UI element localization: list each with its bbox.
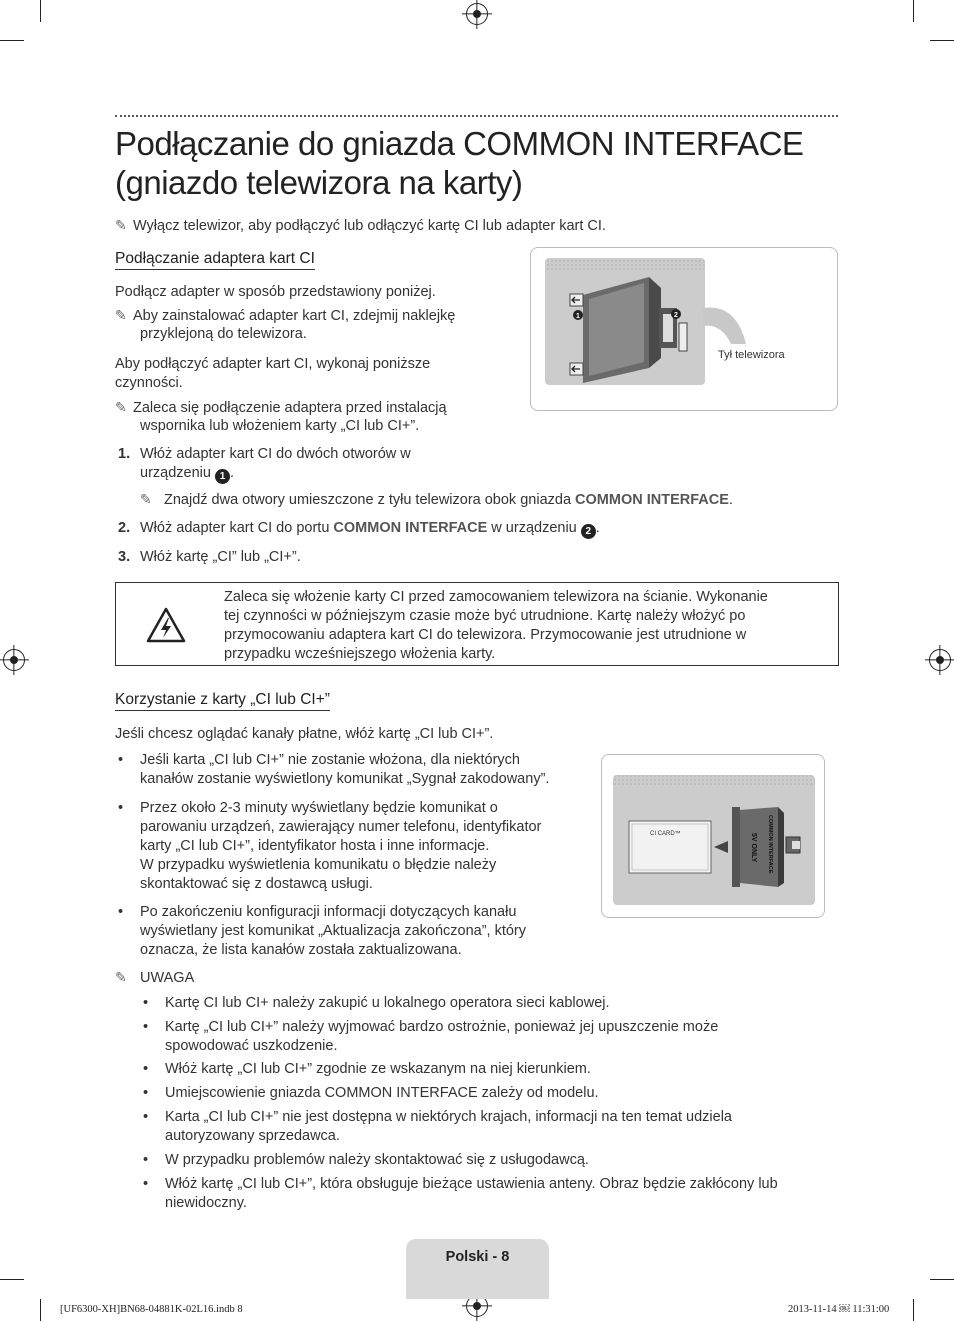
module-label: COMMON INTERFACE [767, 815, 773, 874]
step-1-note: ✎ Znajdź dwa otwory umieszczone z tyłu telewizora obok gniazda COMMON INTERFACE. [140, 491, 733, 508]
list-item: • Kartę „CI lub CI+” należy wyjmować bardzo ostrożnie, ponieważ jej upuszczenie może spowodować uszkodzenie. [165, 1018, 718, 1056]
marker-2-icon: 2 [581, 524, 596, 539]
figure-marker-2: 2 [674, 312, 678, 319]
step-3: Włóż kartę „CI” lub „CI+”. [140, 549, 301, 565]
warning-line-4: przypadku wcześniejszego włożenia karty. [224, 646, 496, 662]
section-heading-adapter: Podłączanie adaptera kart CI [115, 249, 315, 270]
crop-mark [913, 0, 914, 22]
top-note: ✎ Wyłącz telewizor, aby podłączyć lub odłączyć kartę CI lub adapter kart CI. [115, 217, 606, 234]
marker-1-icon: 1 [215, 469, 230, 484]
crop-mark [0, 40, 24, 41]
note-recommend-cont: wspornika lub włożeniem karty „CI lub CI+”. [140, 418, 420, 434]
crop-mark [0, 1279, 24, 1280]
adapter-illustration [531, 248, 839, 412]
title-line-1: Podłączanie do gniazda COMMON INTERFACE [115, 125, 804, 162]
step-number: 3. [118, 549, 131, 565]
list-item: • Po zakończeniu konfiguracji informacji dotyczących kanału wyświetlany jest komunikat „Aktualizacja zakończona”, który oznacza, że lista kanałów została zaktualizowana. [140, 903, 526, 960]
card-label: CI CARD™ [650, 831, 681, 837]
section-heading-card: Korzystanie z karty „CI lub CI+” [115, 690, 330, 711]
title-rule [115, 115, 838, 117]
figure-label-tv-back: Tył telewizora [718, 349, 785, 361]
list-item: • Umiejscowienie gniazda COMMON INTERFACE zależy od modelu. [165, 1084, 599, 1103]
crop-mark [930, 1279, 954, 1280]
registration-mark-icon [929, 649, 951, 671]
list-item: • Przez około 2-3 minuty wyświetlany będzie komunikat o parowaniu urządzeń, zawierający numer telefonu, identyfikator karty „CI lub CI+”, identyfikator hosta i inne informacje. W przypadku wyświetlenia komunikatu o błędzie należy skontaktować się z dostawcą usługi. [140, 799, 541, 894]
crop-mark [40, 0, 41, 22]
list-item: • Włóż kartę „CI lub CI+” zgodnie ze wskazanym na niej kierunkiem. [165, 1060, 591, 1079]
warning-line-1: Zaleca się włożenie karty CI przed zamocowaniem telewizora na ścianie. Wykonanie [224, 589, 768, 605]
adapter-figure [530, 247, 838, 411]
warning-line-2: tej czynności w późniejszym czasie może być utrudnione. Kartę należy włożyć po [224, 608, 746, 624]
paragraph: Podłącz adapter w sposób przedstawiony poniżej. [115, 284, 436, 300]
paragraph: Aby podłączyć adapter kart CI, wykonaj poniższe [115, 356, 431, 372]
step-number: 1. [118, 446, 131, 462]
print-slug-left: [UF6300-XH]BN68-04881K-02L16.indb 8 [60, 1304, 243, 1315]
step-1-cont: urządzeniu 1 . [140, 465, 234, 482]
warning-box [115, 582, 839, 666]
list-item: • Włóż kartę „CI lub CI+”, która obsługuje bieżące ustawienia anteny. Obraz będzie zakłócony lub niewidoczny. [165, 1175, 778, 1213]
warning-line-3: przymocowaniu adaptera kart CI do telewizora. Przymocowanie jest utrudnione w [224, 627, 747, 643]
title-line-2: (gniazdo telewizora na karty) [115, 164, 523, 201]
note-install: ✎ Aby zainstalować adapter kart CI, zdejmij naklejkę [115, 307, 456, 324]
list-item: • Karta „CI lub CI+” nie jest dostępna w niektórych krajach, informacji na ten temat udziela autoryzowany sprzedawca. [165, 1108, 732, 1146]
page-title [115, 124, 845, 202]
paragraph: Jeśli chcesz oglądać kanały płatne, włóż kartę „CI lub CI+”. [115, 726, 494, 742]
module-voltage: 5V ONLY [750, 833, 757, 863]
note-pencil-icon: ✎ [115, 399, 127, 415]
card-figure [601, 754, 825, 918]
list-item: • Jeśli karta „CI lub CI+” nie zostanie włożona, dla niektórych kanałów zostanie wyświetlony komunikat „Sygnał zakodowany”. [140, 751, 549, 789]
registration-mark-icon [466, 3, 488, 25]
list-item: • Kartę CI lub CI+ należy zakupić u lokalnego operatora sieci kablowej. [165, 994, 610, 1013]
figure-marker-1: 1 [576, 313, 580, 320]
print-slug-right: 2013-11-14 ￼ 11:31:00 [788, 1304, 890, 1315]
note-pencil-icon: ✎ [115, 969, 127, 985]
crop-mark [40, 1299, 41, 1321]
note-uwaga: ✎ UWAGA [115, 969, 195, 986]
note-pencil-icon: ✎ [115, 217, 127, 233]
crop-mark [913, 1299, 914, 1321]
note-pencil-icon: ✎ [115, 307, 127, 323]
crop-mark [930, 40, 954, 41]
page-number: Polski - 8 [445, 1249, 510, 1265]
note-install-cont: przyklejoną do telewizora. [140, 326, 307, 342]
step-2: Włóż adapter kart CI do portu COMMON INTERFACE w urządzeniu 2 . [140, 520, 600, 537]
note-pencil-icon: ✎ [140, 491, 152, 507]
registration-mark-icon [3, 649, 25, 671]
step-number: 2. [118, 520, 131, 536]
note-recommend: ✎ Zaleca się podłączenie adaptera przed instalacją [115, 399, 447, 416]
warning-triangle-icon [146, 607, 186, 643]
list-item: • W przypadku problemów należy skontaktować się z usługodawcą. [165, 1151, 589, 1170]
page-number-tab [406, 1239, 549, 1299]
paragraph-cont: czynności. [115, 375, 183, 391]
step-1: Włóż adapter kart CI do dwóch otworów w [140, 446, 411, 462]
card-illustration [602, 755, 826, 919]
